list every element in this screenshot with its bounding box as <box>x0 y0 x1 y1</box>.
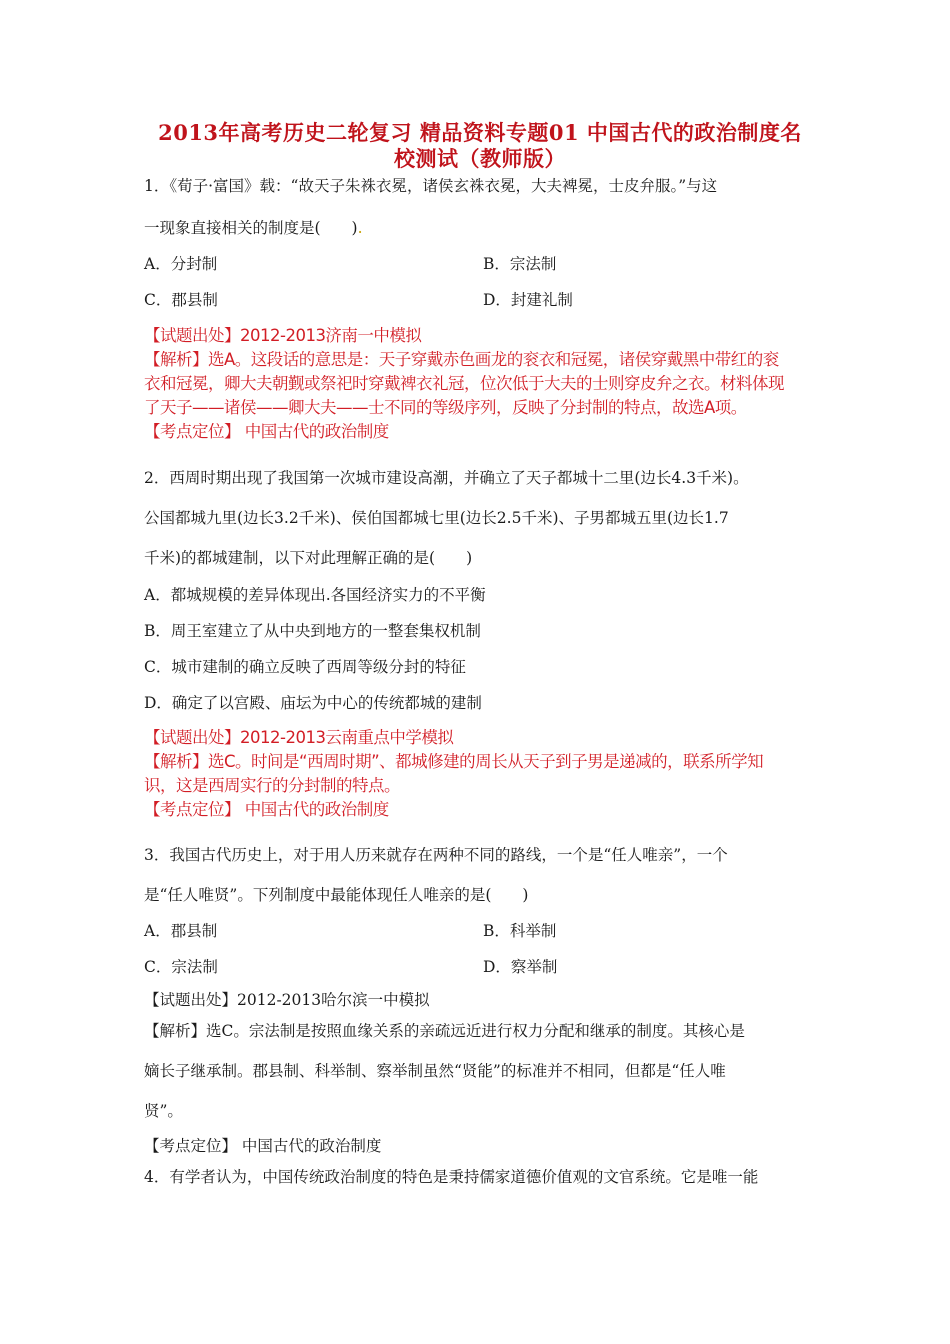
q2-stem-line-3: 千米)的都城建制，以下对此理解正确的是( ) <box>144 549 473 567</box>
q2-option-a: A．都城规模的差异体现出.各国经济实力的不平衡 <box>144 586 486 604</box>
q1-stem-text: 一现象直接相关的制度是( ) <box>144 219 358 237</box>
q2-analysis-line-1: 【解析】选C。时间是“西周时期”、都城修建的周长从天子到子男是递减的，联系所学知 <box>144 752 764 771</box>
q1-option-b: B．宗法制 <box>483 255 557 273</box>
q3-point: 【考点定位】 中国古代的政治制度 <box>144 1137 382 1155</box>
q1-option-d: D．封建礼制 <box>483 291 573 309</box>
q1-point: 【考点定位】 中国古代的政治制度 <box>144 422 389 441</box>
q1-analysis-line-1: 【解析】选A。这段话的意思是：天子穿戴赤色画龙的衮衣和冠冕，诸侯穿戴黑中带红的衮 <box>144 350 779 369</box>
q2-stem-line-2: 公国都城九里(边长3.2千米)、侯伯国都城七里(边长2.5千米)、子男都城五里(边长1.7 <box>144 509 729 527</box>
q3-stem-line-2: 是“任人唯贤”。下列制度中最能体现任人唯亲的是( ) <box>144 886 529 904</box>
q4-stem-line-1: 4．有学者认为，中国传统政治制度的特色是秉持儒家道德价值观的文官系统。它是唯一能 <box>144 1168 759 1186</box>
q2-option-d: D．确定了以宫殿、庙坛为中心的传统都城的建制 <box>144 694 482 712</box>
q3-option-a: A．郡县制 <box>144 922 218 940</box>
q1-option-c: C．郡县制 <box>144 291 218 309</box>
q2-stem-line-1: 2．西周时期出现了我国第一次城市建设高潮，并确立了天子都城十二里(边长4.3千米)。 <box>144 469 749 487</box>
q1-analysis-line-3: 了天子——诸侯——卿大夫——士不同的等级序列，反映了分封制的特点，故选A项。 <box>144 398 747 417</box>
q1-analysis-line-2: 衣和冠冕，卿大夫朝觐或祭祀时穿戴裨衣礼冠，位次低于大夫的士则穿皮弁之衣。材料体现 <box>144 374 784 393</box>
q3-analysis-line-2: 嫡长子继承制。郡县制、科举制、察举制虽然“贤能”的标准并不相同，但都是“任人唯 <box>144 1062 726 1080</box>
q1-stem-line-1: 1．《荀子·富国》载：“故天子朱袾衣冕，诸侯玄袾衣冕，大夫裨冕，士皮弁服。”与这 <box>144 177 718 195</box>
q3-source: 【试题出处】2012-2013哈尔滨一中模拟 <box>144 991 430 1009</box>
q2-option-b: B．周王室建立了从中央到地方的一整套集权机制 <box>144 622 481 640</box>
q2-option-c: C．城市建制的确立反映了西周等级分封的特征 <box>144 658 466 676</box>
q2-point: 【考点定位】 中国古代的政治制度 <box>144 800 389 819</box>
q3-stem-line-1: 3．我国古代历史上，对于用人历来就存在两种不同的路线，一个是“任人唯亲”，一个 <box>144 846 728 864</box>
q2-source: 【试题出处】2012-2013云南重点中学模拟 <box>144 728 454 747</box>
q2-analysis-line-2: 识，这是西周实行的分封制的特点。 <box>144 776 400 795</box>
q3-option-d: D．察举制 <box>483 958 558 976</box>
q3-analysis-line-3: 贤”。 <box>144 1102 183 1120</box>
q3-option-b: B．科举制 <box>483 922 557 940</box>
q1-stem-line-2 <box>144 218 363 238</box>
q1-option-a: A．分封制 <box>144 255 218 273</box>
q1-stem-dot: . <box>357 219 363 237</box>
title-line-1: 2013年高考历史二轮复习 精品资料专题01 中国古代的政治制度名 <box>158 120 802 145</box>
document-title <box>120 120 840 172</box>
q3-option-c: C．宗法制 <box>144 958 218 976</box>
q1-source: 【试题出处】2012-2013济南一中模拟 <box>144 326 422 345</box>
q3-analysis-line-1: 【解析】选C。宗法制是按照血缘关系的亲疏远近进行权力分配和继承的制度。其核心是 <box>144 1022 745 1040</box>
title-line-2: 校测试（教师版） <box>394 146 566 171</box>
